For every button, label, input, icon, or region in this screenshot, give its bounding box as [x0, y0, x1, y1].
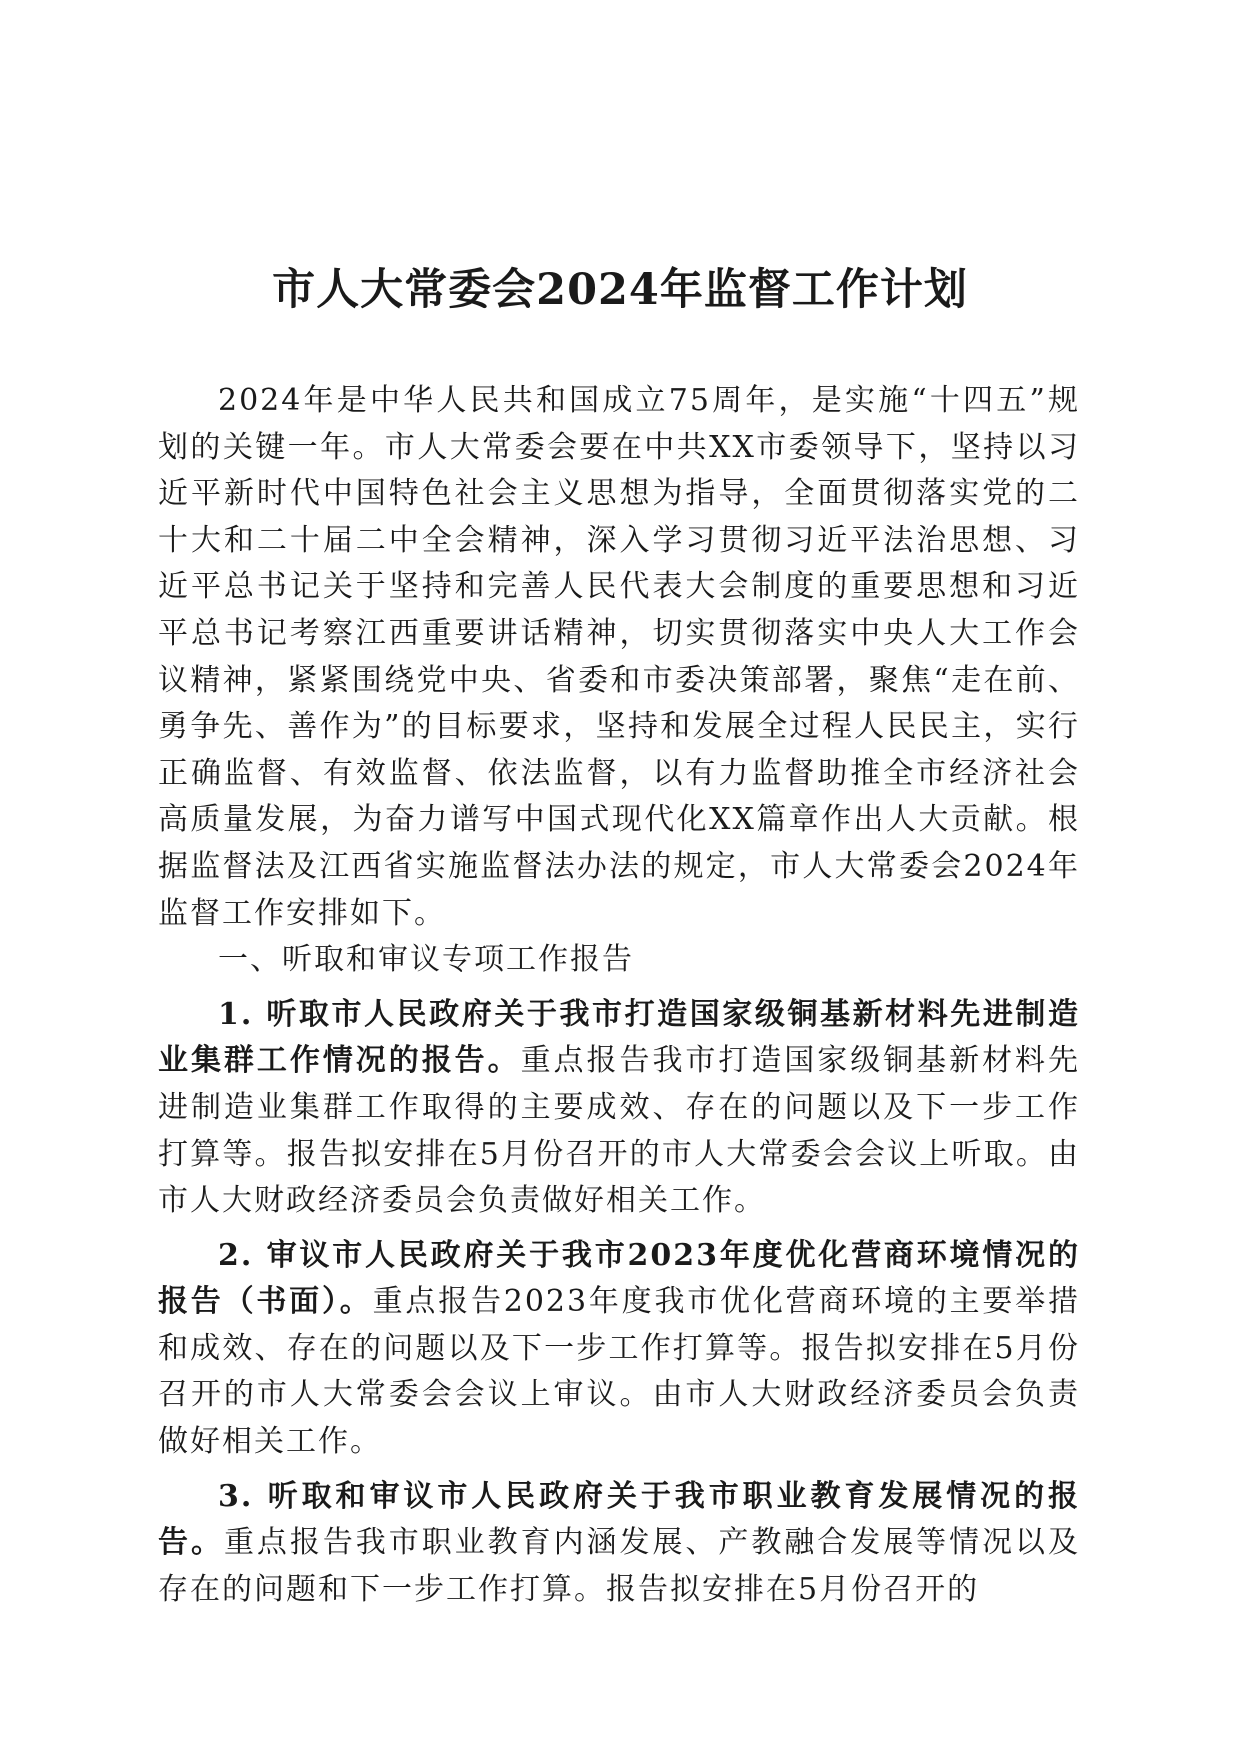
document-title: 市人大常委会2024年监督工作计划	[272, 265, 968, 315]
document-body	[158, 378, 1080, 1613]
item-lead: 1. 听取市人民政府关于我市打造国家级铜基新材料先进制造业集群工作情况的报告。	[158, 996, 1080, 1079]
item-lead: 2. 审议市人民政府关于我市2023年度优化营商环境情况的报告（书面）。	[158, 1237, 1080, 1320]
list-item	[158, 1233, 1080, 1466]
intro-paragraph: 2024年是中华人民共和国成立75周年，是实施“十四五”规划的关键一年。市人大常委会要在中共XX市委领导下，坚持以习近平新时代中国特色社会主义思想为指导，全面贯彻落实党的二十大和二十届二中全会精神，深入学习贯彻习近平法治思想、习近平总书记关于坚持和完善人民代表大会制度的重要思想和习近平总书记考察江西重要讲话精神，切实贯彻落实中央人大工作会议精神，紧紧围绕党中央、省委和市委决策部署，聚焦“走在前、勇争先、善作为”的目标要求，坚持和发展全过程人民民主，实行正确监督、有效监督、依法监督，以有力监督助推全市经济社会高质量发展，为奋力谱写中国式现代化XX篇章作出人大贡献。根据监督法及江西省实施监督法办法的规定，市人大常委会2024年监督工作安排如下。	[158, 383, 1080, 931]
item-text: 重点报告2023年度我市优化营商环境的主要举措和成效、存在的问题以及下一步工作打算等。报告拟安排在5月份召开的市人大常委会会议上审议。由市人大财政经济委员会负责做好相关工作。	[158, 1284, 1080, 1460]
item-lead: 3. 听取和审议市人民政府关于我市职业教育发展情况的报告。	[158, 1478, 1080, 1561]
section-heading: 一、听取和审议专项工作报告	[218, 942, 634, 978]
list-item	[158, 1474, 1080, 1614]
item-text: 重点报告我市打造国家级铜基新材料先进制造业集群工作取得的主要成效、存在的问题以及下一步工作打算等。报告拟安排在5月份召开的市人大常委会会议上听取。由市人大财政经济委员会负责做好相关工作。	[158, 1043, 1081, 1219]
item-text: 重点报告我市职业教育内涵发展、产教融合发展等情况以及存在的问题和下一步工作打算。报告拟安排在5月份召开的	[158, 1525, 1081, 1607]
list-item	[158, 992, 1080, 1225]
